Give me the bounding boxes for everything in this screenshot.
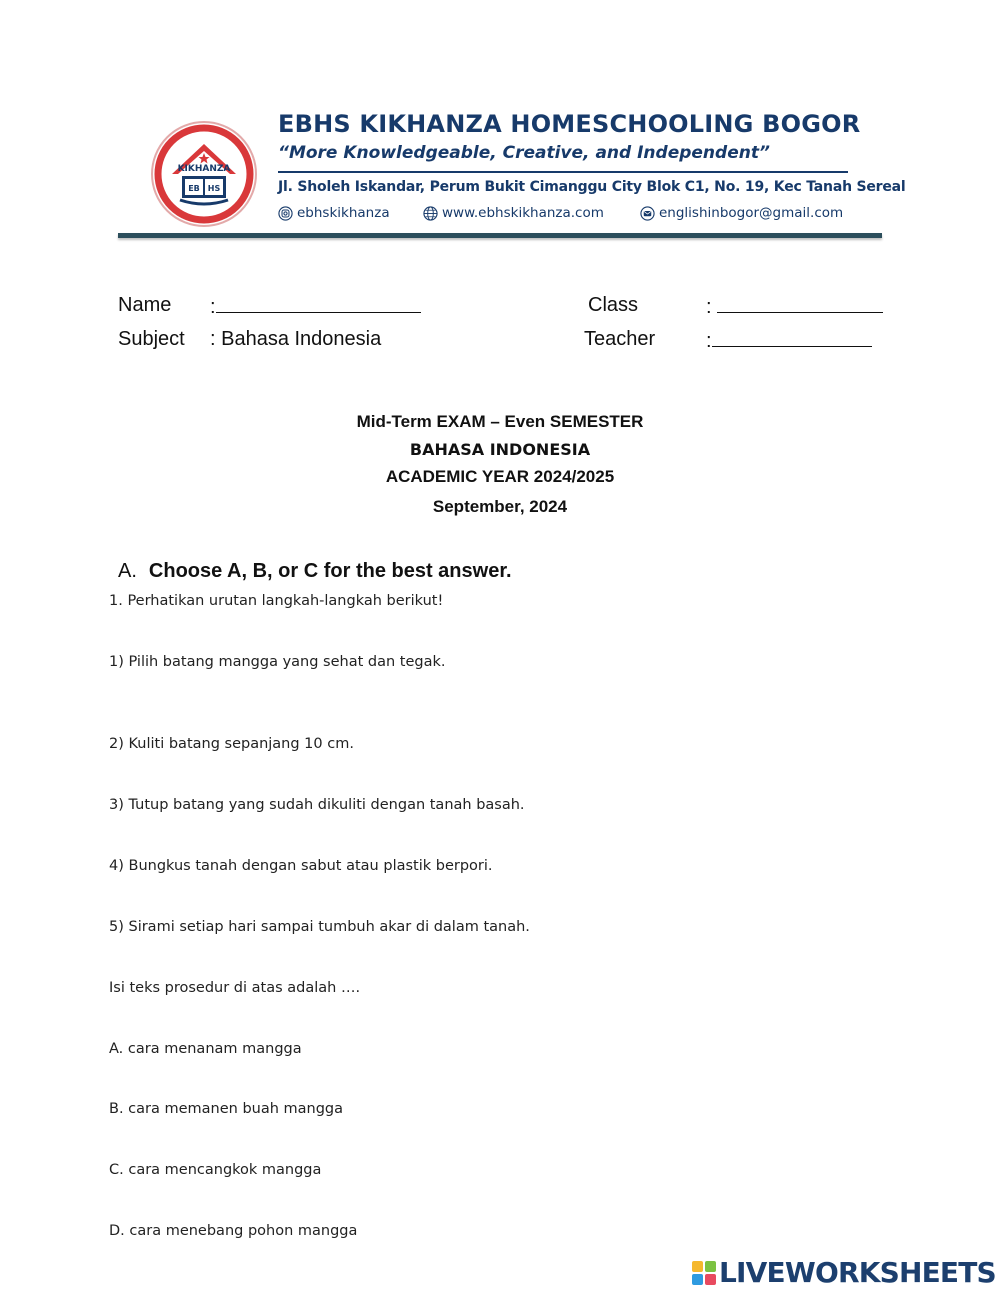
procedure-step: 5) Sirami setiap hari sampai tumbuh akar di dalam tanah. <box>109 919 530 935</box>
watermark-text: LIVEWORKSHEETS <box>719 1256 996 1289</box>
question-stem: Isi teks prosedur di atas adalah …. <box>109 980 361 996</box>
answer-option-a[interactable]: A. cara menanam mangga <box>109 1041 302 1057</box>
logo-badge-left: EB <box>188 184 200 193</box>
section-letter: A. <box>118 560 137 582</box>
teacher-blank[interactable] <box>712 328 872 347</box>
website-url: www.ebhskikhanza.com <box>442 205 604 221</box>
teacher-label: Teacher <box>584 328 656 350</box>
name-separator: : <box>210 296 216 318</box>
procedure-step: 1) Pilih batang mangga yang sehat dan tegak. <box>109 654 446 670</box>
instagram-icon <box>278 206 293 221</box>
liveworksheets-watermark <box>692 1256 996 1289</box>
school-logo <box>150 120 258 228</box>
name-blank[interactable] <box>216 294 421 313</box>
school-motto: “More Knowledgeable, Creative, and Independent” <box>278 143 770 163</box>
section-instruction: Choose A, B, or C for the best answer. <box>148 560 512 582</box>
subject-label: Subject <box>118 328 185 350</box>
question-prompt: 1. Perhatikan urutan langkah-langkah berikut! <box>109 593 444 609</box>
email-address: englishinbogor@gmail.com <box>659 205 844 221</box>
header-divider <box>278 171 848 173</box>
academic-year: ACADEMIC YEAR 2024/2025 <box>385 467 615 486</box>
globe-icon <box>423 206 438 221</box>
procedure-step: 4) Bungkus tanah dengan sabut atau plastik berpori. <box>109 858 493 874</box>
email-contact[interactable] <box>640 205 843 221</box>
class-blank[interactable] <box>717 294 883 313</box>
section-heading <box>118 560 512 583</box>
school-name: EBHS KIKHANZA HOMESCHOOLING BOGOR <box>278 110 861 138</box>
procedure-step: 3) Tutup batang yang sudah dikuliti dengan tanah basah. <box>109 797 525 813</box>
logo-text: KIKHANZA <box>177 164 231 174</box>
email-icon <box>640 206 655 221</box>
answer-option-d[interactable]: D. cara menebang pohon mangga <box>109 1223 358 1239</box>
teacher-row <box>706 328 872 353</box>
procedure-step: 2) Kuliti batang sepanjang 10 cm. <box>109 736 354 752</box>
subject-value: : Bahasa Indonesia <box>210 328 382 350</box>
school-address: Jl. Sholeh Iskandar, Perum Bukit Cimanggu City Blok C1, No. 19, Kec Tanah Sereal <box>278 179 906 195</box>
exam-title: Mid-Term EXAM – Even SEMESTER <box>356 412 644 431</box>
liveworksheets-icon <box>692 1261 716 1285</box>
class-label: Class <box>588 294 639 316</box>
answer-option-b[interactable]: B. cara memanen buah mangga <box>109 1101 344 1117</box>
name-label: Name <box>118 294 172 316</box>
class-row <box>706 294 883 319</box>
class-separator: : <box>706 296 712 318</box>
website-contact[interactable] <box>423 205 604 221</box>
exam-date: September, 2024 <box>432 497 568 516</box>
name-row <box>210 294 421 319</box>
instagram-handle: ebhskikhanza <box>297 205 390 221</box>
answer-option-c[interactable]: C. cara mencangkok mangga <box>109 1162 322 1178</box>
logo-badge-right: HS <box>207 184 221 193</box>
header-rule <box>118 233 882 238</box>
instagram-contact[interactable] <box>278 205 390 221</box>
teacher-separator: : <box>706 330 712 352</box>
exam-subject: BAHASA INDONESIA <box>409 440 591 459</box>
